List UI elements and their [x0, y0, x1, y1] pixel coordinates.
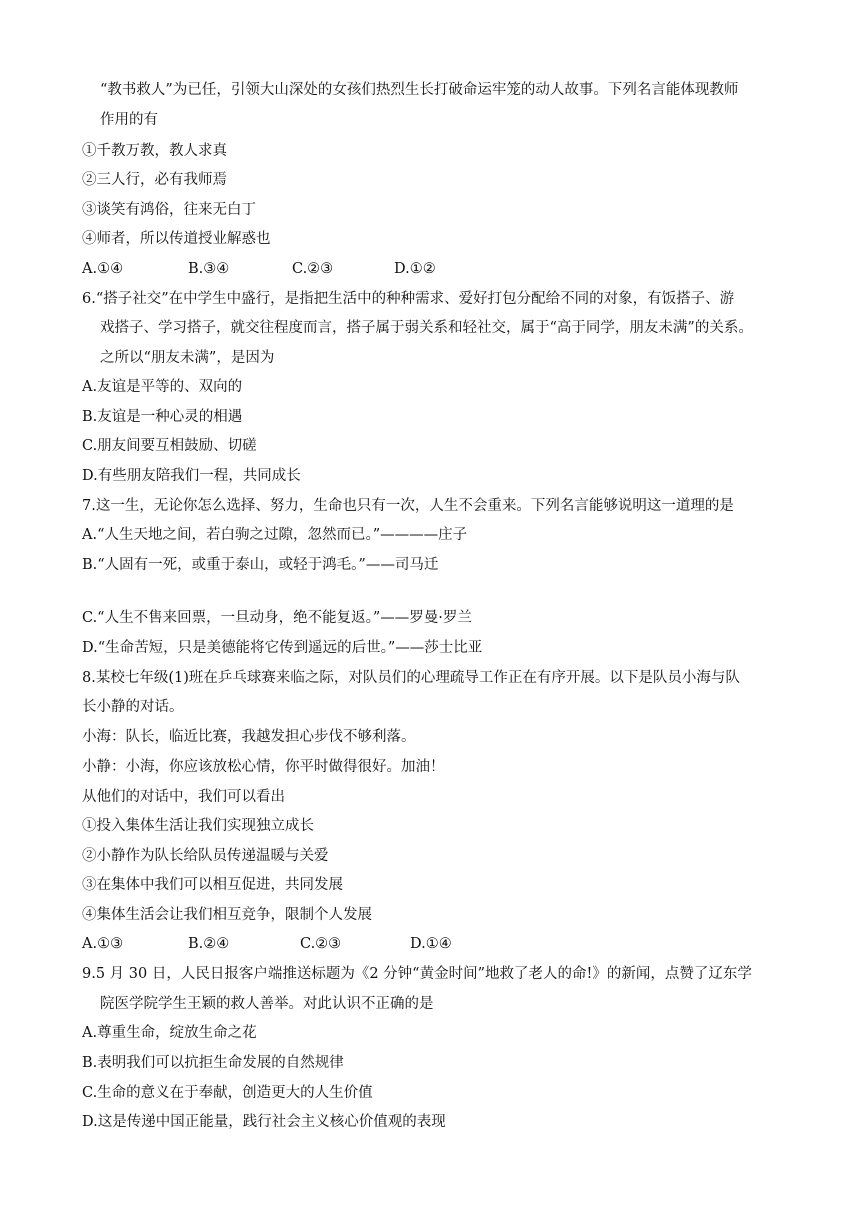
q7-choice-b[interactable]: B.“人固有一死，或重于泰山，或轻于鸿毛。”——司马迁 — [82, 557, 439, 573]
q6-choice-b[interactable]: B.友谊是一种心灵的相遇 — [82, 409, 243, 425]
q8-stem-line-1: 8.某校七年级(1)班在乒乓球赛来临之际，对队员们的心理疏导工作正在有序开展。以下是队员小海与队 — [82, 670, 740, 686]
q5-stem-line-2: 作用的有 — [100, 112, 158, 128]
q8-dialogue-xiaojing: 小静：小海，你应该放松心情，你平时做得很好。加油！ — [82, 759, 445, 775]
q8-stem-line-2: 长小静的对话。 — [82, 699, 184, 715]
q7-choice-d[interactable]: D.“生命苦短，只是美德能将它传到遥远的后世。”——莎士比亚 — [82, 640, 483, 656]
q5-item-4: ④师者，所以传道授业解惑也 — [82, 231, 271, 247]
q9-choice-a[interactable]: A.尊重生命，绽放生命之花 — [82, 1025, 257, 1041]
q6-stem-line-1: 6.“搭子社交”在中学生中盛行，是指把生活中的种种需求、爱好打包分配给不同的对象，有饭搭子、游 — [82, 291, 735, 307]
q7-choice-a[interactable]: A.“人生天地之间，若白驹之过隙，忽然而已。”————庄子 — [82, 527, 468, 543]
q8-dialogue-xiaohai: 小海：队长，临近比赛，我越发担心步伐不够利落。 — [82, 729, 416, 745]
q6-choice-a[interactable]: A.友谊是平等的、双向的 — [82, 379, 243, 395]
q8-item-3: ③在集体中我们可以相互促进，共同发展 — [82, 877, 343, 893]
q8-item-2: ②小静作为队长给队员传递温暖与关爱 — [82, 848, 329, 864]
q9-stem-line-1: 9.5 月 30 日，人民日报客户端推送标题为《2 分钟“黄金时间”地救了老人的命!》的新闻，点赞了辽东学 — [82, 966, 752, 982]
q6-choice-d[interactable]: D.有些朋友陪我们一程，共同成长 — [82, 468, 301, 484]
q5-option-b[interactable]: B.③④ — [188, 261, 230, 277]
q8-option-b[interactable]: B.②④ — [188, 936, 230, 952]
q9-choice-d[interactable]: D.这是传递中国正能量，践行社会主义核心价值观的表现 — [82, 1114, 446, 1130]
q6-stem-line-3: 之所以“朋友未满”，是因为 — [100, 350, 275, 366]
q5-stem-line-1: “教书救人”为已任，引领大山深处的女孩们热烈生长打破命运牢笼的动人故事。下列名言能体现教师 — [100, 82, 739, 98]
q9-stem-line-2: 院医学院学生王颖的救人善举。对此认识不正确的是 — [100, 996, 434, 1012]
q5-option-a[interactable]: A.①④ — [82, 261, 124, 277]
q7-stem: 7.这一生，无论你怎么选择、努力，生命也只有一次，人生不会重来。下列名言能够说明这一道理的是 — [82, 498, 734, 514]
q9-choice-b[interactable]: B.表明我们可以抗拒生命发展的自然规律 — [82, 1055, 344, 1071]
q5-item-3: ③谈笑有鸿俗，往来无白丁 — [82, 202, 256, 218]
q8-options — [82, 934, 800, 954]
q8-option-a[interactable]: A.①③ — [82, 936, 124, 952]
q8-item-4: ④集体生活会让我们相互竞争，限制个人发展 — [82, 907, 372, 923]
q8-prompt: 从他们的对话中，我们可以看出 — [82, 789, 285, 805]
q7-choice-c[interactable]: C.“人生不售来回票，一旦动身，绝不能复返。”——罗曼·罗兰 — [82, 610, 472, 626]
q6-stem-line-2: 戏搭子、学习搭子，就交往程度而言，搭子属于弱关系和轻社交，属于“高于同学，朋友未满”的关系。 — [100, 320, 753, 336]
q5-item-2: ②三人行，必有我师焉 — [82, 172, 227, 188]
q8-option-d[interactable]: D.①④ — [410, 936, 452, 952]
q9-choice-c[interactable]: C.生命的意义在于奉献，创造更大的人生价值 — [82, 1085, 373, 1101]
q8-item-1: ①投入集体生活让我们实现独立成长 — [82, 818, 314, 834]
q8-option-c[interactable]: C.②③ — [300, 936, 342, 952]
q5-options — [82, 259, 800, 279]
q5-option-c[interactable]: C.②③ — [292, 261, 334, 277]
q6-choice-c[interactable]: C.朋友间要互相鼓励、切磋 — [82, 438, 257, 454]
q5-item-1: ①千教万教，教人求真 — [82, 143, 227, 159]
q5-option-d[interactable]: D.①② — [394, 261, 436, 277]
